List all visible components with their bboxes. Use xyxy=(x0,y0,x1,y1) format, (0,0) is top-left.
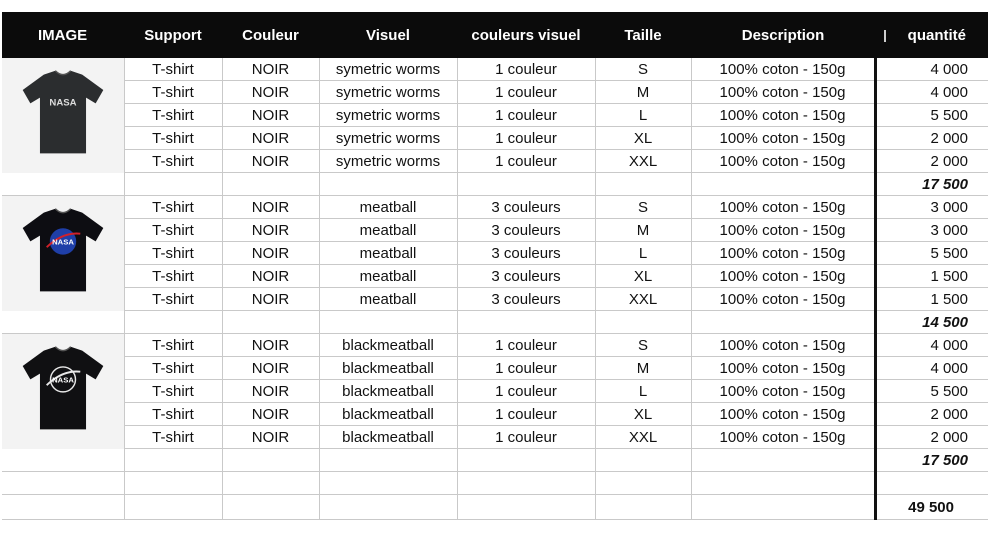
cell-visuel: blackmeatball xyxy=(319,403,457,426)
header-support: Support xyxy=(124,12,222,58)
blank-cell xyxy=(124,173,222,196)
cell-couleurs-visuel: 1 couleur xyxy=(457,127,595,150)
blank-cell xyxy=(457,311,595,334)
table-row xyxy=(2,265,988,288)
product-image-cell xyxy=(2,58,124,173)
blank-cell xyxy=(691,311,875,334)
blank-cell xyxy=(595,495,691,520)
cell-support: T-shirt xyxy=(124,265,222,288)
cell-quantite: 4 000 xyxy=(875,58,988,81)
cell-couleurs-visuel: 3 couleurs xyxy=(457,219,595,242)
empty-row xyxy=(2,472,988,495)
cell-visuel: meatball xyxy=(319,196,457,219)
cell-support: T-shirt xyxy=(124,196,222,219)
blank-cell xyxy=(222,449,319,472)
order-spreadsheet xyxy=(0,12,1000,528)
cell-couleurs-visuel: 1 couleur xyxy=(457,81,595,104)
blank-cell xyxy=(2,495,124,520)
cell-description: 100% coton - 150g xyxy=(691,196,875,219)
header-description: Description xyxy=(691,12,875,58)
header-couleurs-visuel: couleurs visuel xyxy=(457,12,595,58)
cell-visuel: blackmeatball xyxy=(319,357,457,380)
cell-description: 100% coton - 150g xyxy=(691,104,875,127)
blank-cell xyxy=(222,173,319,196)
grand-total-value: 49 500 xyxy=(875,495,988,520)
cell-visuel: blackmeatball xyxy=(319,426,457,449)
cell-taille: XXL xyxy=(595,426,691,449)
cell-quantite: 4 000 xyxy=(875,81,988,104)
blank-cell xyxy=(2,311,124,334)
cell-couleur: NOIR xyxy=(222,426,319,449)
blank-cell xyxy=(595,311,691,334)
blank-cell xyxy=(457,173,595,196)
cell-couleurs-visuel: 1 couleur xyxy=(457,104,595,127)
cell-description: 100% coton - 150g xyxy=(691,150,875,173)
cell-couleur: NOIR xyxy=(222,334,319,357)
subtotal-value: 14 500 xyxy=(875,311,988,334)
blank-cell xyxy=(124,311,222,334)
cell-quantite: 4 000 xyxy=(875,357,988,380)
cell-couleurs-visuel: 1 couleur xyxy=(457,334,595,357)
blank-cell xyxy=(319,173,457,196)
blank-cell xyxy=(319,311,457,334)
blank-cell xyxy=(595,173,691,196)
header-row xyxy=(2,12,988,58)
cell-couleurs-visuel: 1 couleur xyxy=(457,426,595,449)
blank-cell xyxy=(124,472,222,495)
cell-support: T-shirt xyxy=(124,334,222,357)
cell-couleur: NOIR xyxy=(222,288,319,311)
grand-total-row xyxy=(2,495,988,520)
cell-taille: S xyxy=(595,334,691,357)
cell-taille: L xyxy=(595,104,691,127)
cell-description: 100% coton - 150g xyxy=(691,357,875,380)
cell-quantite: 2 000 xyxy=(875,127,988,150)
cell-visuel: symetric worms xyxy=(319,58,457,81)
cell-couleur: NOIR xyxy=(222,104,319,127)
cell-couleur: NOIR xyxy=(222,403,319,426)
svg-text:NASA: NASA xyxy=(51,237,74,247)
blank-cell xyxy=(2,449,124,472)
blank-cell xyxy=(595,449,691,472)
product-image-cell xyxy=(2,196,124,311)
cell-description: 100% coton - 150g xyxy=(691,127,875,150)
product-image-cell xyxy=(2,334,124,449)
cell-quantite: 2 000 xyxy=(875,150,988,173)
blank-cell xyxy=(319,495,457,520)
cell-visuel: symetric worms xyxy=(319,104,457,127)
table-row xyxy=(2,58,988,81)
table-row xyxy=(2,219,988,242)
table-row xyxy=(2,426,988,449)
subtotal-value: 17 500 xyxy=(875,173,988,196)
cell-taille: L xyxy=(595,242,691,265)
cell-taille: XL xyxy=(595,265,691,288)
cell-quantite: 5 500 xyxy=(875,242,988,265)
cell-taille: L xyxy=(595,380,691,403)
cell-support: T-shirt xyxy=(124,150,222,173)
cell-couleur: NOIR xyxy=(222,265,319,288)
blank-cell xyxy=(222,472,319,495)
blank-cell xyxy=(222,495,319,520)
table-row xyxy=(2,380,988,403)
cell-description: 100% coton - 150g xyxy=(691,403,875,426)
blank-cell xyxy=(124,495,222,520)
cell-taille: XL xyxy=(595,127,691,150)
cell-couleur: NOIR xyxy=(222,150,319,173)
table-row xyxy=(2,334,988,357)
cell-taille: XL xyxy=(595,403,691,426)
subtotal-row xyxy=(2,449,988,472)
subtotal-row xyxy=(2,173,988,196)
cell-support: T-shirt xyxy=(124,104,222,127)
tshirt-icon xyxy=(15,64,111,166)
header-image: IMAGE xyxy=(2,12,124,58)
blank-cell xyxy=(222,311,319,334)
tshirt-icon xyxy=(15,340,111,442)
blank-cell xyxy=(319,472,457,495)
cell-visuel: symetric worms xyxy=(319,127,457,150)
cell-couleur: NOIR xyxy=(222,81,319,104)
order-table xyxy=(2,12,988,520)
table-row xyxy=(2,104,988,127)
cell-taille: M xyxy=(595,81,691,104)
subtotal-row xyxy=(2,311,988,334)
table-row xyxy=(2,127,988,150)
table-row xyxy=(2,288,988,311)
blank-cell xyxy=(2,173,124,196)
svg-text:NASA: NASA xyxy=(49,97,77,109)
subtotal-value: 17 500 xyxy=(875,449,988,472)
cell-visuel: meatball xyxy=(319,288,457,311)
cell-couleurs-visuel: 1 couleur xyxy=(457,58,595,81)
blank-cell xyxy=(124,449,222,472)
cell-visuel: meatball xyxy=(319,265,457,288)
cell-description: 100% coton - 150g xyxy=(691,380,875,403)
cell-support: T-shirt xyxy=(124,219,222,242)
cell-support: T-shirt xyxy=(124,380,222,403)
cell-couleur: NOIR xyxy=(222,380,319,403)
cell-description: 100% coton - 150g xyxy=(691,219,875,242)
cell-description: 100% coton - 150g xyxy=(691,242,875,265)
cell-support: T-shirt xyxy=(124,403,222,426)
cell-description: 100% coton - 150g xyxy=(691,334,875,357)
header-quantite-label: quantité xyxy=(907,26,966,44)
cell-couleurs-visuel: 1 couleur xyxy=(457,403,595,426)
cell-support: T-shirt xyxy=(124,288,222,311)
table-row xyxy=(2,81,988,104)
blank-cell xyxy=(457,449,595,472)
header-divider xyxy=(884,30,886,42)
blank-cell xyxy=(691,449,875,472)
cell-visuel: symetric worms xyxy=(319,150,457,173)
cell-taille: XXL xyxy=(595,288,691,311)
cell-visuel: meatball xyxy=(319,242,457,265)
blank-cell xyxy=(457,472,595,495)
cell-support: T-shirt xyxy=(124,426,222,449)
header-visuel: Visuel xyxy=(319,12,457,58)
cell-couleur: NOIR xyxy=(222,58,319,81)
blank-cell xyxy=(2,472,124,495)
blank-cell xyxy=(691,495,875,520)
cell-couleur: NOIR xyxy=(222,357,319,380)
blank-cell xyxy=(457,495,595,520)
header-couleur: Couleur xyxy=(222,12,319,58)
table-row xyxy=(2,357,988,380)
cell-quantite: 5 500 xyxy=(875,380,988,403)
table-row xyxy=(2,196,988,219)
cell-description: 100% coton - 150g xyxy=(691,58,875,81)
tshirt-icon xyxy=(15,202,111,304)
cell-taille: S xyxy=(595,196,691,219)
table-body xyxy=(2,58,988,520)
cell-quantite: 2 000 xyxy=(875,403,988,426)
cell-taille: M xyxy=(595,219,691,242)
cell-couleur: NOIR xyxy=(222,196,319,219)
cell-support: T-shirt xyxy=(124,81,222,104)
cell-couleurs-visuel: 1 couleur xyxy=(457,150,595,173)
cell-quantite: 3 000 xyxy=(875,219,988,242)
cell-visuel: blackmeatball xyxy=(319,380,457,403)
cell-support: T-shirt xyxy=(124,127,222,150)
cell-couleurs-visuel: 1 couleur xyxy=(457,380,595,403)
cell-taille: M xyxy=(595,357,691,380)
cell-description: 100% coton - 150g xyxy=(691,81,875,104)
table-row xyxy=(2,242,988,265)
table-row xyxy=(2,403,988,426)
cell-description: 100% coton - 150g xyxy=(691,426,875,449)
cell-taille: XXL xyxy=(595,150,691,173)
cell-couleur: NOIR xyxy=(222,127,319,150)
cell-visuel: symetric worms xyxy=(319,81,457,104)
cell-support: T-shirt xyxy=(124,58,222,81)
table-row xyxy=(2,150,988,173)
blank-cell xyxy=(691,173,875,196)
cell-quantite: 3 000 xyxy=(875,196,988,219)
cell-couleurs-visuel: 3 couleurs xyxy=(457,265,595,288)
blank-cell xyxy=(691,472,875,495)
header-quantite xyxy=(875,12,988,58)
header-taille: Taille xyxy=(595,12,691,58)
cell-support: T-shirt xyxy=(124,357,222,380)
cell-support: T-shirt xyxy=(124,242,222,265)
cell-quantite: 4 000 xyxy=(875,334,988,357)
cell-couleurs-visuel: 3 couleurs xyxy=(457,196,595,219)
blank-cell xyxy=(875,472,988,495)
blank-cell xyxy=(319,449,457,472)
cell-quantite: 1 500 xyxy=(875,265,988,288)
cell-couleurs-visuel: 3 couleurs xyxy=(457,288,595,311)
cell-quantite: 5 500 xyxy=(875,104,988,127)
cell-description: 100% coton - 150g xyxy=(691,265,875,288)
blank-cell xyxy=(595,472,691,495)
cell-couleur: NOIR xyxy=(222,242,319,265)
cell-quantite: 2 000 xyxy=(875,426,988,449)
cell-description: 100% coton - 150g xyxy=(691,288,875,311)
cell-visuel: blackmeatball xyxy=(319,334,457,357)
cell-quantite: 1 500 xyxy=(875,288,988,311)
cell-couleurs-visuel: 1 couleur xyxy=(457,357,595,380)
cell-couleur: NOIR xyxy=(222,219,319,242)
cell-couleurs-visuel: 3 couleurs xyxy=(457,242,595,265)
svg-text:NASA: NASA xyxy=(51,375,74,385)
cell-visuel: meatball xyxy=(319,219,457,242)
cell-taille: S xyxy=(595,58,691,81)
